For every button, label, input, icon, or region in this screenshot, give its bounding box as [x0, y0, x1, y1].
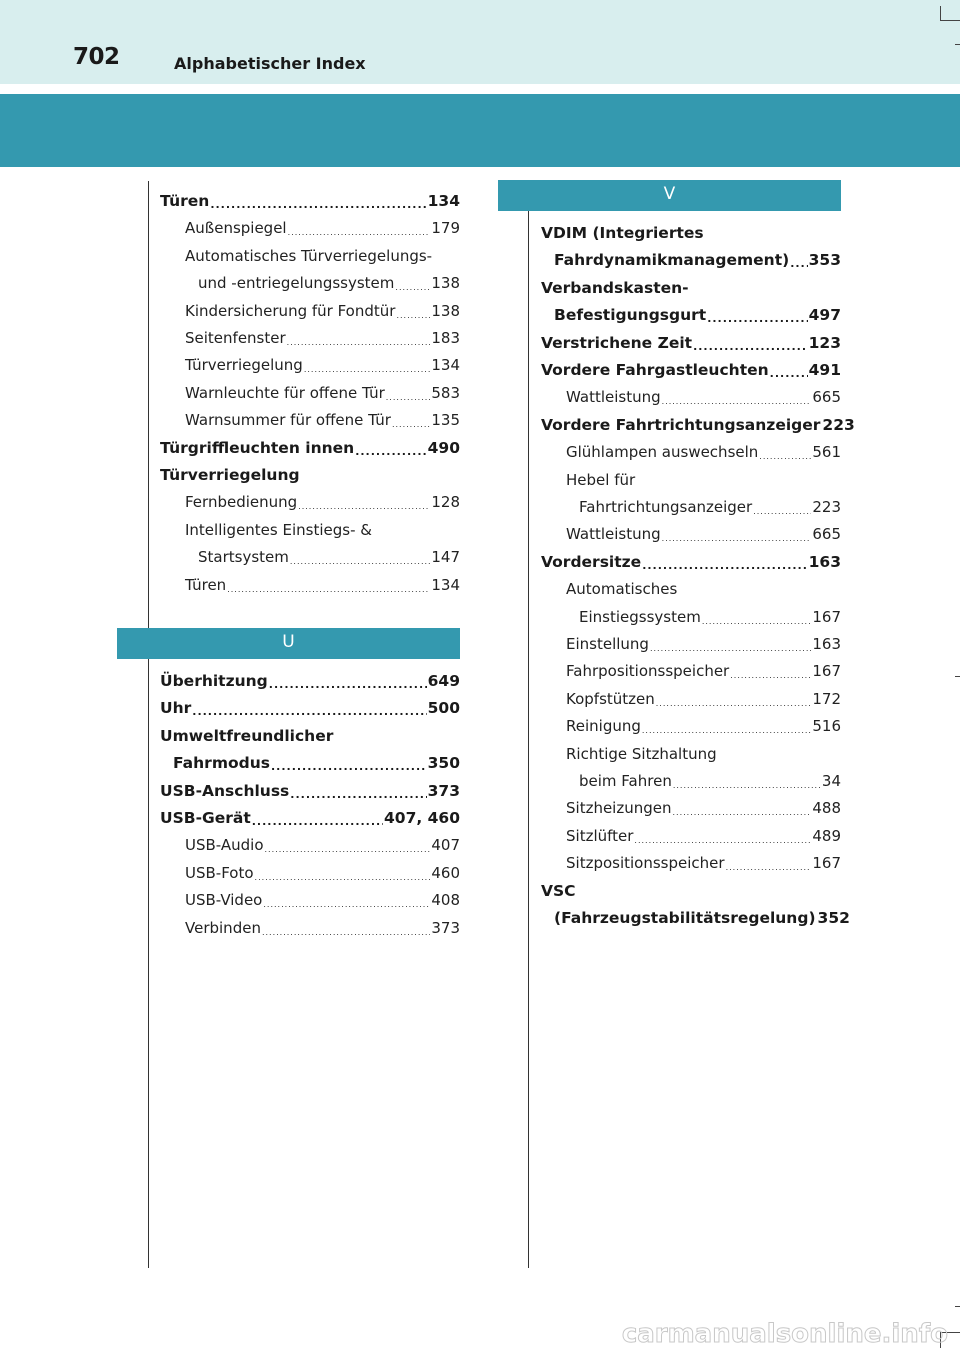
- dot-leader: [673, 809, 812, 817]
- index-entry-term: (Fahrzeugstabilitätsregelung): [554, 909, 816, 927]
- index-entry: [160, 184, 460, 210]
- index-entry-term: Türgriffleuchten innen: [160, 438, 355, 457]
- index-entry: [160, 828, 460, 854]
- index-entry: [160, 376, 460, 402]
- index-entry-page: 128: [431, 493, 460, 512]
- index-entry-term: Sitzheizungen: [566, 799, 672, 818]
- index-entry-term: Fernbedienung: [185, 493, 298, 512]
- index-entry: [541, 764, 841, 790]
- dot-leader: [304, 366, 431, 374]
- dot-leader: [662, 398, 812, 406]
- dot-leader: [255, 874, 431, 882]
- dot-leader: [642, 727, 811, 735]
- index-entry: [160, 883, 460, 909]
- section-header-v: [498, 180, 841, 211]
- watermark-text: carmanualsonline.info: [621, 1319, 948, 1349]
- index-entry-term: Kindersicherung für Fondtür: [185, 301, 396, 320]
- index-entry-page: 352: [817, 909, 850, 927]
- index-entry: [160, 294, 460, 320]
- index-entry-term: Überhitzung: [160, 672, 268, 690]
- dot-leader: [386, 394, 431, 402]
- index-entry: [541, 353, 841, 379]
- page-number: 702: [73, 44, 120, 70]
- index-entry: [160, 719, 460, 745]
- index-entry-page: 373: [427, 781, 460, 800]
- index-entry: [541, 600, 841, 626]
- index-entry: [541, 298, 841, 324]
- index-entry: [160, 691, 460, 717]
- index-entry-page: 491: [808, 361, 841, 379]
- crop-mark: [955, 44, 960, 45]
- dot-leader: [355, 446, 426, 457]
- index-entry: [541, 572, 841, 598]
- index-entry-page: 561: [812, 443, 841, 462]
- index-entry: [541, 874, 841, 900]
- index-entry: [160, 321, 460, 347]
- index-entry-term: Wattleistung: [566, 525, 661, 544]
- index-entry-term: Befestigungsgurt: [554, 306, 707, 325]
- dot-leader: [634, 837, 811, 845]
- index-entry-term: Fahrtrichtungsanzeiger: [579, 498, 753, 516]
- header-band: [0, 94, 960, 167]
- index-entry-term: USB-Gerät: [160, 809, 251, 827]
- dot-leader: [707, 313, 807, 324]
- index-entry-page: 147: [431, 548, 460, 567]
- left-column-u-entries: [160, 664, 460, 944]
- index-entry: [541, 216, 841, 242]
- index-entry-page: 223: [812, 498, 841, 516]
- dot-leader: [287, 339, 431, 347]
- index-entry-page: 123: [808, 333, 841, 352]
- index-entry: [541, 819, 841, 845]
- index-entry-page: 223: [822, 415, 855, 434]
- index-entry-page: 183: [431, 329, 460, 347]
- index-entry: [160, 431, 460, 457]
- index-entry-page: 134: [427, 192, 460, 210]
- dot-leader: [673, 782, 821, 790]
- index-entry: [160, 266, 460, 292]
- index-entry: [541, 682, 841, 708]
- index-entry: [160, 458, 460, 484]
- dot-leader: [642, 560, 807, 571]
- index-entry: [160, 485, 460, 511]
- index-entry-page: 172: [812, 689, 841, 708]
- index-entry-term: Verstrichene Zeit: [541, 333, 693, 352]
- dot-leader: [298, 503, 430, 511]
- index-entry: [160, 513, 460, 539]
- index-entry: [541, 408, 855, 434]
- index-entry: [160, 801, 460, 827]
- index-entry: [160, 348, 460, 374]
- index-entry: [160, 664, 460, 690]
- index-entry: [541, 709, 841, 735]
- index-entry-page: 135: [431, 411, 460, 430]
- dot-leader: [227, 586, 430, 594]
- dot-leader: [290, 789, 426, 800]
- page-title: Alphabetischer Index: [174, 54, 366, 73]
- index-entry-page: 407, 460: [384, 809, 460, 827]
- index-entry-page: 460: [431, 863, 460, 882]
- index-entry-page: 350: [427, 754, 460, 773]
- right-column-v-entries: [541, 216, 855, 936]
- index-entry: [160, 774, 460, 800]
- index-entry-term: Warnsummer für offene Tür: [185, 411, 391, 430]
- index-entry-page: 490: [427, 438, 460, 457]
- index-entry-term: Verbandskasten-: [541, 278, 689, 297]
- dot-leader: [702, 618, 812, 626]
- index-entry-term: Außenspiegel: [185, 219, 287, 238]
- index-entry-term: Vordere Fahrtrichtungsanzeiger: [541, 415, 821, 434]
- index-entry-page: 649: [427, 672, 460, 690]
- dot-leader: [262, 929, 430, 937]
- index-entry-term: USB-Video: [185, 891, 263, 910]
- index-entry-page: 583: [431, 383, 460, 402]
- index-entry-term: Sitzpositionsspeicher: [566, 854, 725, 873]
- dot-leader: [730, 672, 811, 680]
- index-entry-term: Einstellung: [566, 635, 649, 653]
- dot-leader: [693, 341, 808, 352]
- index-entry-term: Kopfstützen: [566, 689, 655, 708]
- index-entry-term: Türen: [185, 575, 227, 594]
- dot-leader: [263, 901, 430, 909]
- index-entry-page: 665: [812, 525, 841, 544]
- dot-leader: [656, 700, 812, 708]
- index-entry: [541, 326, 841, 352]
- dot-leader: [290, 558, 430, 566]
- section-letter-u: U: [282, 632, 295, 652]
- index-entry-page: 163: [808, 552, 841, 571]
- right-column-rule: [528, 181, 529, 1268]
- index-entry-term: USB-Foto: [185, 863, 254, 882]
- index-entry-term: Vordere Fahrgastleuchten: [541, 361, 769, 379]
- dot-leader: [759, 453, 811, 461]
- index-entry-page: 167: [812, 607, 841, 626]
- index-entry-term: Startsystem: [198, 548, 289, 567]
- index-entry: [160, 239, 460, 265]
- dot-leader: [753, 508, 811, 516]
- index-entry-term: Intelligentes Einstiegs- &: [185, 520, 372, 539]
- index-entry: [541, 545, 841, 571]
- index-entry-page: 500: [427, 699, 460, 718]
- index-entry-page: 163: [812, 635, 841, 653]
- index-entry-term: Reinigung: [566, 717, 641, 736]
- index-entry-term: Glühlampen auswechseln: [566, 443, 759, 462]
- index-entry-term: beim Fahren: [579, 772, 672, 790]
- index-entry: [541, 654, 841, 680]
- index-entry-page: 134: [431, 356, 460, 375]
- dot-leader: [265, 846, 431, 854]
- index-entry: [541, 435, 841, 461]
- header-bar: [0, 0, 960, 84]
- index-entry-page: 408: [431, 891, 460, 910]
- index-entry-term: Uhr: [160, 699, 192, 718]
- index-entry-page: 488: [812, 799, 841, 818]
- index-entry: [160, 856, 460, 882]
- index-entry-page: 134: [431, 575, 460, 594]
- index-entry-term: Einstiegssystem: [579, 607, 701, 626]
- index-entry-page: 167: [812, 662, 841, 681]
- index-entry-page: 353: [808, 251, 841, 270]
- index-entry: [541, 737, 841, 763]
- dot-leader: [770, 368, 808, 379]
- crop-mark: [955, 676, 960, 677]
- crop-mark: [940, 6, 941, 20]
- dot-leader: [790, 258, 807, 269]
- dot-leader: [192, 706, 426, 717]
- index-entry: [160, 746, 460, 772]
- index-entry-page: 407: [431, 836, 460, 855]
- index-entry-term: VDIM (Integriertes: [541, 224, 704, 242]
- index-entry: [160, 540, 460, 566]
- index-entry: [541, 380, 841, 406]
- index-entry-term: Wattleistung: [566, 388, 661, 407]
- index-entry: [541, 463, 841, 489]
- index-entry-page: 665: [812, 388, 841, 407]
- index-entry-term: Warnleuchte für offene Tür: [185, 383, 385, 402]
- dot-leader: [271, 761, 427, 772]
- index-entry-term: Verbinden: [185, 918, 261, 937]
- index-entry-term: Automatisches Türverriegelungs-: [185, 246, 433, 265]
- index-entry-page: 516: [812, 717, 841, 736]
- index-entry-page: 34: [821, 772, 841, 790]
- index-entry-term: Türen: [160, 192, 210, 210]
- dot-leader: [210, 199, 426, 210]
- index-entry: [160, 403, 460, 429]
- index-entry: [541, 846, 841, 872]
- index-entry: [160, 911, 460, 937]
- dot-leader: [395, 284, 430, 292]
- index-entry-term: VSC: [541, 881, 576, 900]
- index-entry-term: Automatisches: [566, 580, 678, 599]
- index-entry-page: 489: [812, 826, 841, 845]
- index-entry: [541, 791, 841, 817]
- dot-leader: [726, 864, 812, 872]
- left-column-rule: [148, 181, 149, 1268]
- index-entry-term: USB-Anschluss: [160, 781, 290, 800]
- index-entry-page: 167: [812, 854, 841, 873]
- index-entry: [160, 211, 460, 237]
- index-entry: [160, 568, 460, 594]
- section-letter-v: V: [663, 184, 676, 204]
- index-entry-page: 179: [431, 219, 460, 238]
- index-entry-term: Fahrdynamikmanagement): [554, 251, 790, 270]
- index-entry: [541, 271, 841, 297]
- crop-mark: [940, 20, 960, 21]
- dot-leader: [288, 229, 431, 237]
- index-entry-term: Sitzlüfter: [566, 826, 634, 845]
- dot-leader: [662, 535, 812, 543]
- index-entry-term: Fahrmodus: [173, 754, 270, 773]
- index-entry-term: Umweltfreundlicher: [160, 726, 334, 745]
- index-entry-page: 138: [431, 301, 460, 320]
- index-entry: [541, 901, 850, 927]
- index-entry-term: Richtige Sitzhaltung: [566, 744, 717, 763]
- index-entry-term: Hebel für: [566, 470, 636, 489]
- index-entry-term: und -entriegelungssystem: [198, 274, 395, 293]
- index-entry-term: Vordersitze: [541, 552, 642, 571]
- index-entry-term: Türverriegelung: [160, 466, 300, 484]
- index-entry-term: Türverriegelung: [185, 356, 303, 375]
- footer-watermark: [572, 1316, 952, 1352]
- section-header-u: [117, 628, 460, 659]
- index-entry-term: USB-Audio: [185, 836, 264, 855]
- index-entry-page: 373: [431, 918, 460, 937]
- index-entry: [541, 243, 841, 269]
- dot-leader: [269, 679, 427, 690]
- index-entry-term: Seitenfenster: [185, 329, 286, 347]
- index-entry: [541, 517, 841, 543]
- index-entry-term: Fahrpositionsspeicher: [566, 662, 730, 681]
- dot-leader: [392, 421, 430, 429]
- index-entry-page: 497: [808, 306, 841, 325]
- dot-leader: [650, 645, 811, 653]
- dot-leader: [396, 312, 430, 320]
- index-entry: [541, 627, 841, 653]
- index-entry-page: 138: [431, 274, 460, 293]
- crop-mark: [955, 1306, 960, 1307]
- index-entry: [541, 490, 841, 516]
- left-column-t-entries: [160, 184, 460, 594]
- dot-leader: [252, 816, 383, 827]
